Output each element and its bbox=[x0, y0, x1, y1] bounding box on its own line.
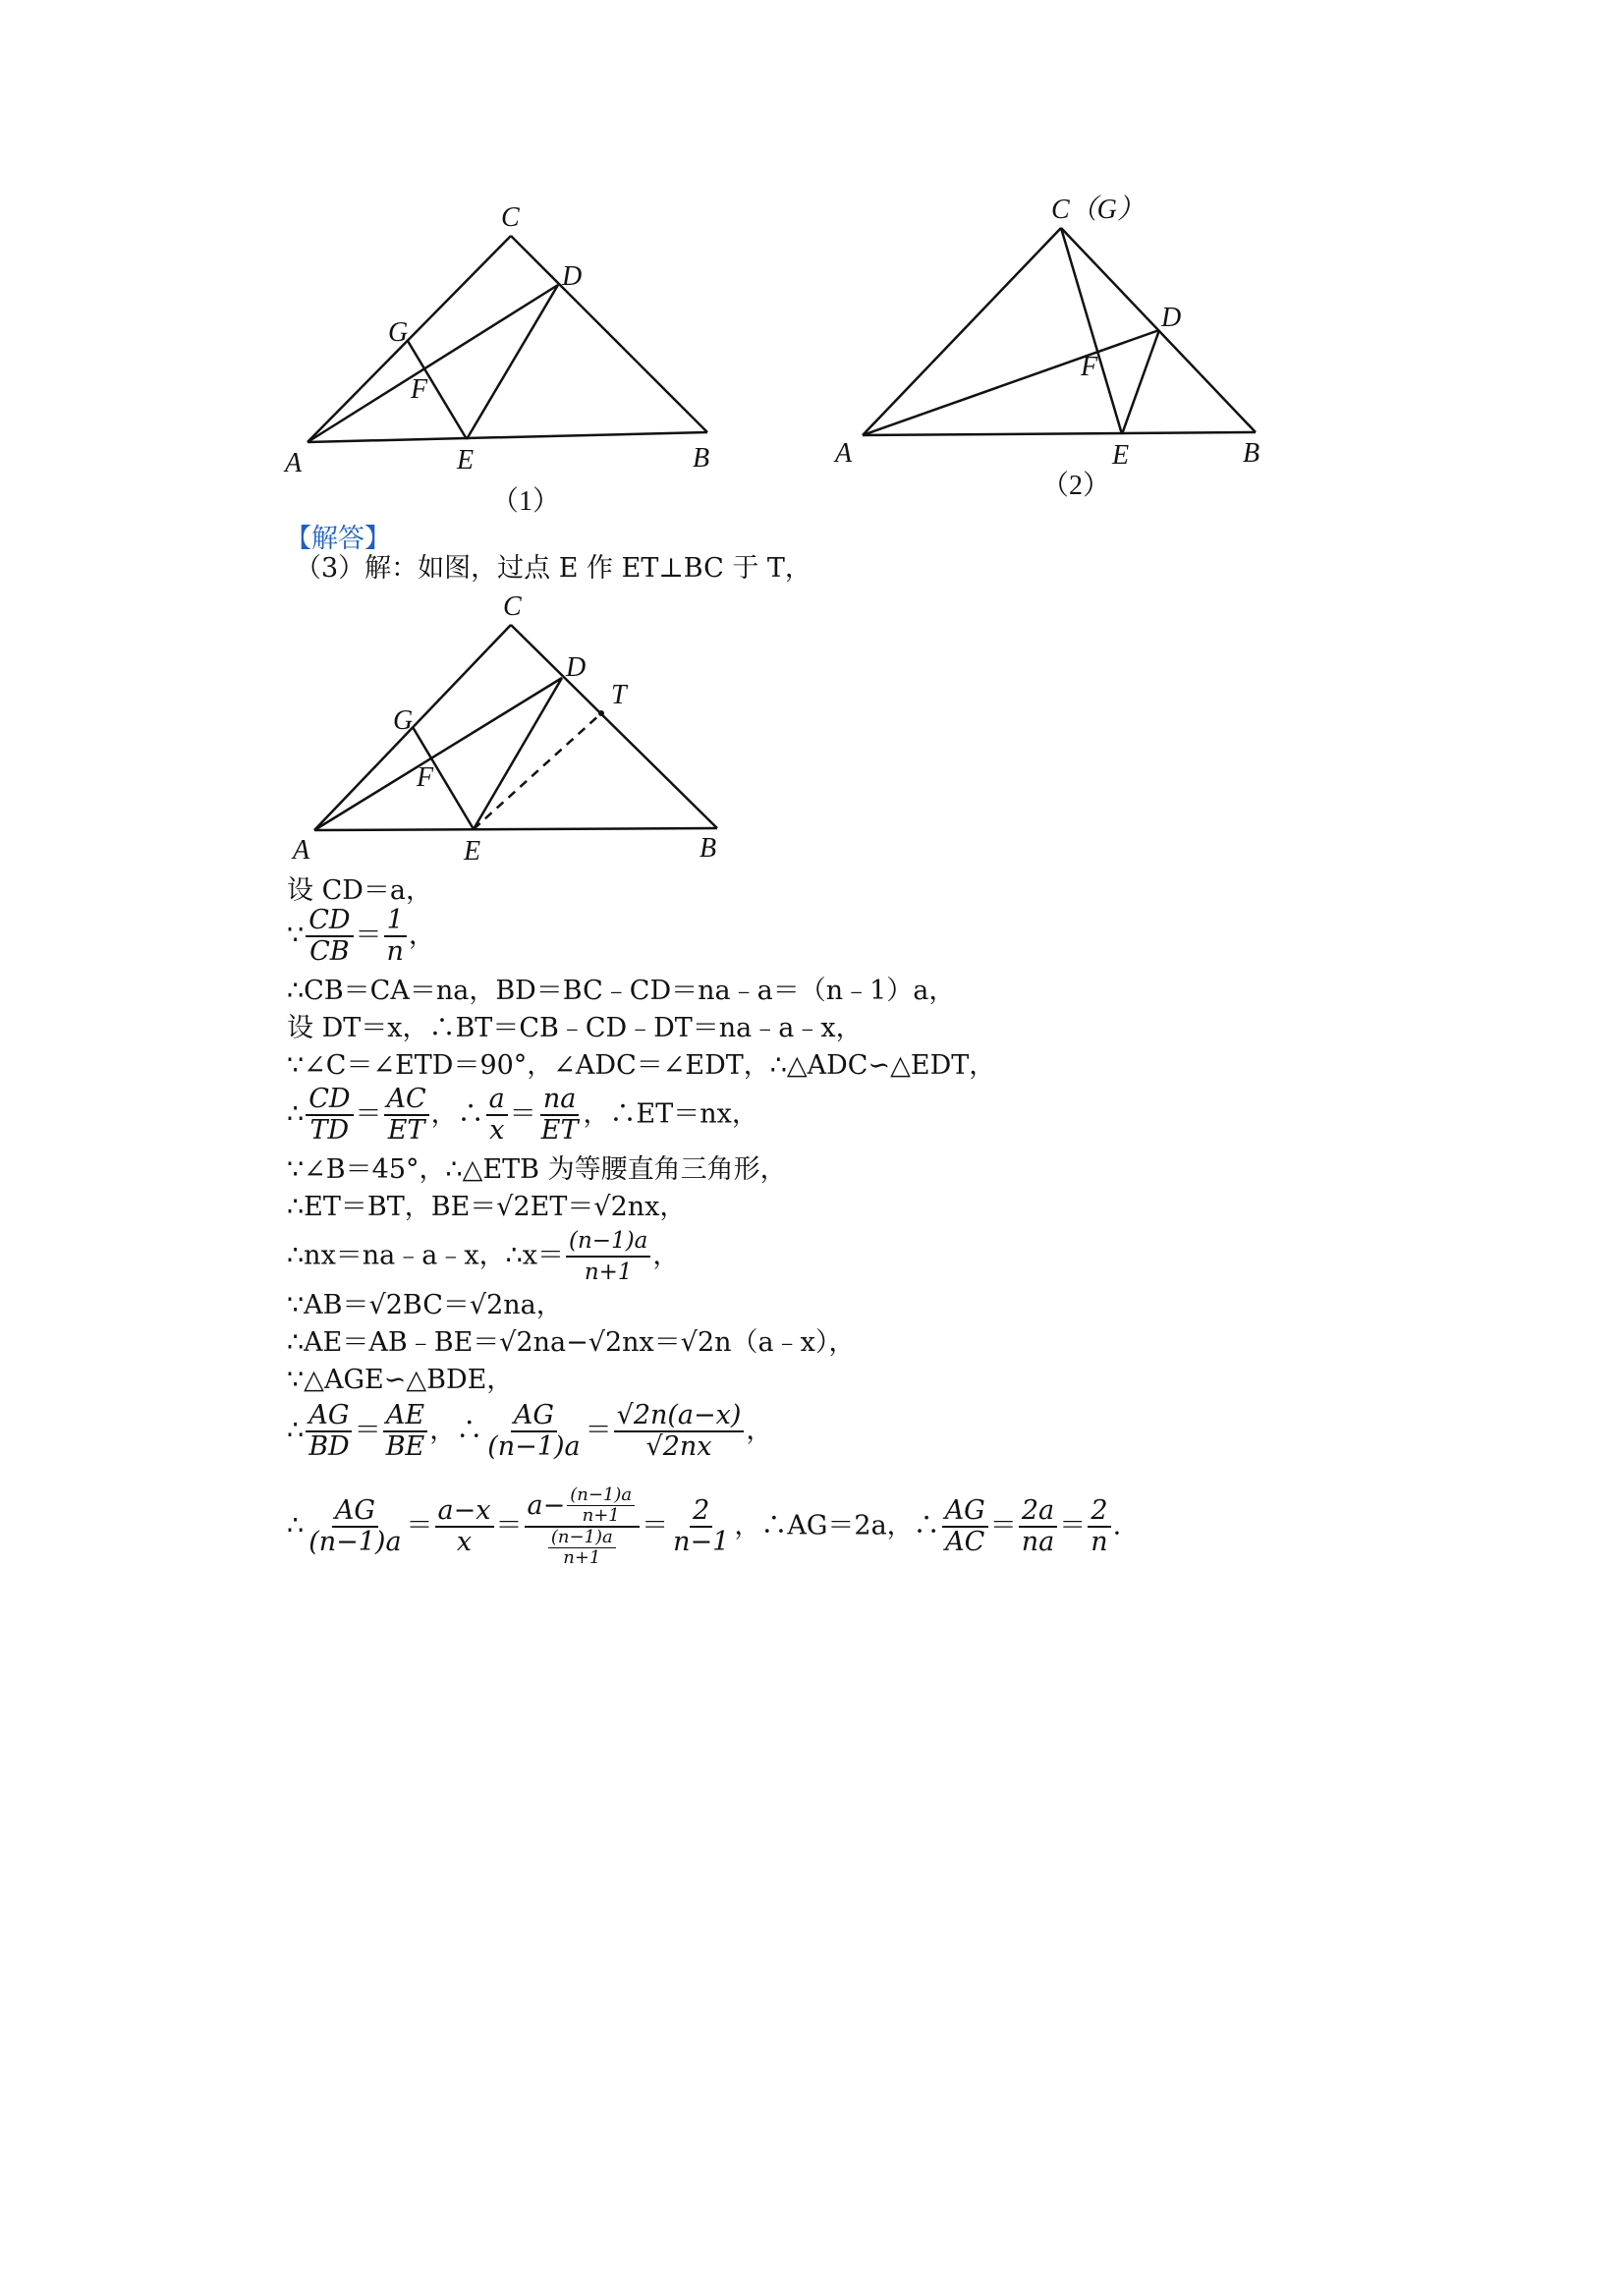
label-f: F bbox=[1081, 352, 1098, 382]
label-b: B bbox=[1243, 438, 1260, 469]
fraction: $\frac{a-x}{x}$ bbox=[435, 1496, 494, 1557]
segment-de bbox=[474, 678, 562, 829]
fraction: $\frac{2}{n-1}$ bbox=[673, 1495, 730, 1557]
label-b: B bbox=[700, 833, 717, 864]
figure-3 bbox=[285, 589, 737, 874]
figure-1-caption: （1） bbox=[491, 486, 561, 517]
label-a: A bbox=[293, 835, 310, 866]
fraction: $\frac{1}{n}$ bbox=[384, 906, 407, 967]
fraction: $\frac{CD}{TD}$ bbox=[306, 1085, 353, 1146]
step-12: ∵△AGE∽△BDE， bbox=[287, 1365, 514, 1395]
label-c: C bbox=[501, 202, 520, 233]
fraction: $\frac{2}{n}$ bbox=[1088, 1496, 1110, 1557]
fraction: $\frac{AG}{AC}$ bbox=[942, 1496, 988, 1557]
fraction: $\frac{AC}{ET}$ bbox=[384, 1085, 429, 1146]
step-4: 设 DT＝x，∴BT＝CB﹣CD﹣DT＝na﹣a﹣x， bbox=[287, 1013, 863, 1043]
segment-ad bbox=[308, 285, 558, 442]
point-t bbox=[598, 710, 604, 716]
label-t: T bbox=[611, 680, 627, 710]
fraction: $\frac{a}{x}$ bbox=[486, 1085, 508, 1146]
fraction: $\frac{na}{ET}$ bbox=[540, 1084, 579, 1146]
segment-cb bbox=[511, 236, 707, 432]
step-14: ∴ $\frac{AG}{(n-1)a}$ ＝ $\frac{a-x}{x}$ ＝ a− $\frac{(n-1)a}{n+1}$ $\frac{(n-1)a}{n+1}$ ＝ $\frac{2}{n-1}$ ，∴AG＝2a，∴ $\frac{AG}{AC}$ ＝ $\frac{2a}{na}$ ＝ $\frac{2}{n}$ . bbox=[287, 1484, 1122, 1568]
figure-1 bbox=[275, 196, 747, 481]
segment-de bbox=[1122, 330, 1159, 434]
label-e: E bbox=[457, 445, 475, 476]
label-a: A bbox=[285, 448, 303, 478]
label-g: G bbox=[388, 317, 409, 348]
segment-ad bbox=[863, 330, 1159, 435]
label-f: F bbox=[417, 762, 434, 793]
answer-heading: 【解答】 bbox=[285, 524, 391, 554]
step-5: ∵∠C＝∠ETD＝90°，∠ADC＝∠EDT，∴△ADC∽△EDT， bbox=[287, 1050, 996, 1081]
step-1: 设 CD＝a， bbox=[287, 875, 432, 906]
segment-de bbox=[467, 285, 558, 439]
label-d: D bbox=[566, 652, 587, 683]
label-f: F bbox=[411, 374, 428, 405]
compound-fraction: a− $\frac{(n-1)a}{n+1}$ $\frac{(n-1)a}{n+1}$ bbox=[525, 1485, 641, 1568]
step-3: ∴CB＝CA＝na，BD＝BC﹣CD＝na﹣a＝（n﹣1）a， bbox=[287, 976, 956, 1006]
figure-2 bbox=[825, 187, 1287, 472]
label-g: G bbox=[393, 705, 414, 736]
segment-cb bbox=[511, 625, 717, 828]
fraction: $\frac{(n-1)a}{n+1}$ bbox=[567, 1485, 635, 1526]
step-10: ∵AB＝√2BC＝√2na， bbox=[287, 1290, 563, 1320]
fraction: $\frac{AG}{BD}$ bbox=[306, 1401, 353, 1462]
label-a: A bbox=[835, 438, 853, 469]
fraction: $\frac{√2n(a-x)}{√2nx}$ bbox=[614, 1401, 745, 1462]
segment-ab bbox=[314, 828, 717, 830]
step-7: ∵∠B＝45°，∴△ETB 为等腰直角三角形， bbox=[287, 1154, 787, 1185]
segment-ac bbox=[863, 228, 1061, 435]
step-6: ∴ $\frac{CD}{TD}$ ＝ $\frac{AC}{ET}$ ，∴ $\frac{a}{x}$ ＝ $\frac{na}{ET}$ ，∴ET＝nx， bbox=[287, 1084, 758, 1146]
label-d: D bbox=[562, 261, 583, 292]
label-cg: C（G） bbox=[1051, 195, 1145, 225]
label-b: B bbox=[693, 443, 710, 474]
segment-ac bbox=[308, 236, 511, 442]
step-11: ∴AE＝AB﹣BE＝√2na−√2nx＝√2n（a﹣x）， bbox=[287, 1327, 856, 1358]
label-d: D bbox=[1161, 303, 1182, 333]
fraction: $\frac{CD}{CB}$ bbox=[306, 906, 353, 967]
label-c: C bbox=[503, 591, 522, 622]
figure-2-caption: （2） bbox=[1041, 471, 1111, 501]
segment-et-dashed bbox=[474, 713, 601, 829]
step-8: ∴ET＝BT，BE＝√2ET＝√2nx， bbox=[287, 1192, 687, 1222]
label-e: E bbox=[464, 836, 481, 867]
fraction: $\frac{AG}{(n-1)a}$ bbox=[308, 1495, 402, 1557]
step-13: ∴ $\frac{AG}{BD}$ ＝ $\frac{AE}{BE}$ ，∴ $\frac{AG}{(n-1)a}$ ＝ $\frac{√2n(a-x)}{√2nx}$ ， bbox=[287, 1400, 773, 1462]
fraction: $\frac{2a}{na}$ bbox=[1019, 1496, 1058, 1557]
step-2: ∵ $\frac{CD}{CB}$ ＝ $\frac{1}{n}$ ， bbox=[287, 905, 435, 967]
fraction: $\frac{AG}{(n-1)a}$ bbox=[487, 1400, 581, 1462]
segment-ab bbox=[308, 432, 707, 442]
segment-ab bbox=[863, 432, 1256, 435]
step-9: ∴nx＝na﹣a﹣x，∴x＝ $\frac{(n-1)a}{n+1}$ ， bbox=[287, 1228, 680, 1285]
label-e: E bbox=[1112, 440, 1130, 471]
fraction: $\frac{(n-1)a}{n+1}$ bbox=[548, 1528, 616, 1568]
answer-intro: （3）解：如图，过点 E 作 ET⊥BC 于 T， bbox=[295, 553, 812, 584]
fraction: $\frac{(n-1)a}{n+1}$ bbox=[566, 1226, 650, 1287]
fraction: $\frac{AE}{BE}$ bbox=[383, 1401, 428, 1462]
